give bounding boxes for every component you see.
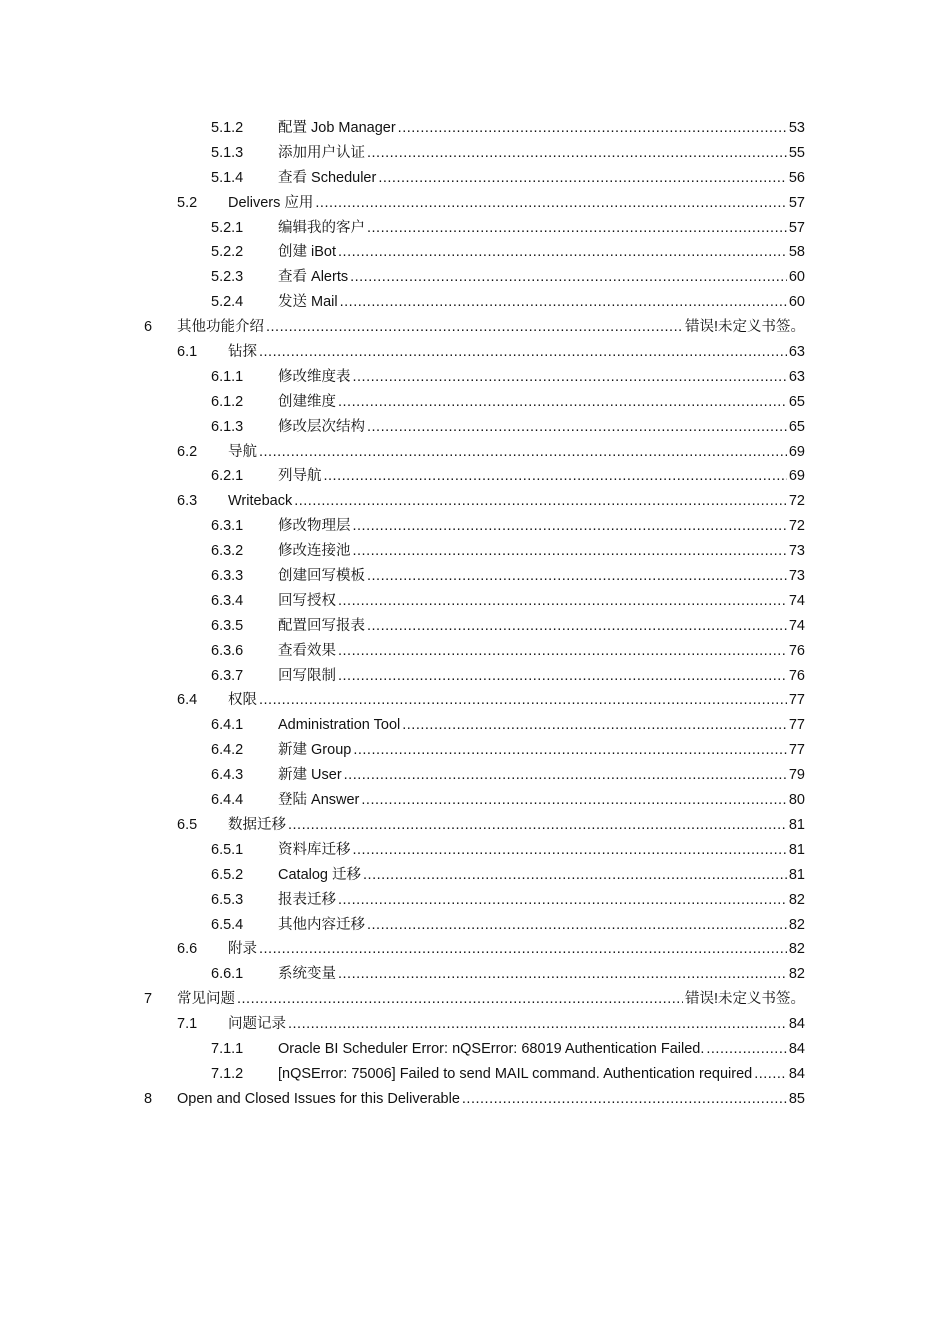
toc-leader-dots [237, 987, 683, 1012]
toc-entry-page-number: 85 [788, 1090, 805, 1107]
toc-entry-number: 6.4 [177, 692, 198, 709]
toc-entry-number: 6.3.2 [211, 543, 244, 560]
toc-entry-number: 6.3.1 [211, 518, 244, 535]
toc-entry[interactable] [0, 888, 950, 913]
toc-leader-dots [340, 290, 787, 315]
toc-entry-title: 新建 Group [278, 742, 352, 759]
toc-entry[interactable] [0, 738, 950, 763]
toc-leader-dots [367, 564, 787, 589]
toc-entry-page-number: 57 [788, 194, 805, 211]
toc-entry-number: 6.1.1 [211, 368, 244, 385]
toc-entry-error-text: 错误!未定义书签。 [684, 319, 805, 336]
toc-entry-number: 6.1.3 [211, 418, 244, 435]
toc-entry-page-number: 53 [788, 120, 805, 136]
toc-entry-number: 6.5.3 [211, 891, 244, 908]
toc-entry-number: 5.1.2 [211, 120, 244, 136]
toc-entry-line[interactable] [278, 564, 805, 589]
toc-entry-page-number: 80 [788, 792, 805, 809]
toc-entry-number: 6 [144, 319, 153, 336]
toc-entry-page-number: 82 [788, 941, 805, 958]
toc-entry[interactable] [0, 315, 950, 340]
toc-entry[interactable] [0, 863, 950, 888]
toc-entry-number: 5.1.4 [211, 169, 244, 186]
toc-entry[interactable] [0, 240, 950, 265]
toc-entry[interactable] [0, 987, 950, 1012]
toc-entry-title: 列导航 [278, 468, 322, 485]
toc-entry-title: 创建回写模板 [278, 568, 365, 585]
toc-leader-dots [706, 1037, 787, 1062]
toc-entry-title: 配置回写报表 [278, 617, 365, 634]
toc-entry-page-number: 60 [788, 269, 805, 286]
toc-leader-dots [344, 763, 787, 788]
toc-leader-dots [324, 464, 787, 489]
toc-leader-dots [402, 713, 787, 738]
toc-entry-title: 数据迁移 [228, 816, 286, 833]
toc-entry-line[interactable] [278, 390, 805, 415]
toc-entry-line[interactable] [278, 1062, 805, 1087]
toc-entry[interactable] [0, 639, 950, 664]
toc-entry[interactable] [0, 464, 950, 489]
toc-entry-title: 添加用户认证 [278, 144, 365, 161]
toc-entry-number: 6.4.2 [211, 742, 244, 759]
toc-leader-dots [350, 265, 787, 290]
toc-entry[interactable] [0, 688, 950, 713]
toc-entry[interactable] [0, 788, 950, 813]
toc-leader-dots [259, 440, 787, 465]
toc-entry-number: 7 [144, 991, 153, 1008]
toc-entry-page-number: 56 [788, 169, 805, 186]
toc-leader-dots [367, 614, 787, 639]
toc-entry-line[interactable] [278, 713, 805, 738]
toc-entry-title: Oracle BI Scheduler Error: nQSError: 68019 Authentication Failed. [278, 1040, 705, 1057]
toc-leader-dots [338, 888, 787, 913]
toc-entry-line[interactable] [278, 216, 805, 241]
toc-leader-dots [378, 166, 787, 191]
toc-entry-line[interactable] [228, 489, 805, 514]
toc-entry-page-number: 82 [788, 966, 805, 983]
toc-entry-number: 5.1.3 [211, 144, 244, 161]
toc-entry-line[interactable] [278, 962, 805, 987]
table-of-contents [0, 116, 950, 1112]
toc-entry[interactable] [0, 141, 950, 166]
toc-entry-number: 6.3.7 [211, 667, 244, 684]
toc-entry-page-number: 69 [788, 468, 805, 485]
toc-entry-title: 导航 [228, 443, 257, 460]
toc-leader-dots [259, 688, 787, 713]
toc-entry-line[interactable] [278, 141, 805, 166]
toc-entry[interactable] [0, 838, 950, 863]
toc-entry-line[interactable] [278, 265, 805, 290]
toc-entry-title: 附录 [228, 941, 257, 958]
toc-entry-title: 回写授权 [278, 592, 336, 609]
toc-entry-error-text: 错误!未定义书签。 [684, 991, 805, 1008]
toc-entry-title: 查看 Alerts [278, 269, 349, 286]
toc-entry[interactable] [0, 713, 950, 738]
toc-leader-dots [259, 937, 787, 962]
toc-entry[interactable] [0, 1012, 950, 1037]
toc-entry-line[interactable] [228, 191, 805, 216]
toc-entry-page-number: 77 [788, 692, 805, 709]
toc-entry-number: 5.2 [177, 194, 198, 211]
toc-entry-number: 6.4.1 [211, 717, 244, 734]
toc-leader-dots [367, 913, 787, 938]
toc-leader-dots [367, 216, 787, 241]
toc-entry-title: 其他功能介绍 [177, 319, 264, 336]
toc-entry-number: 6.6 [177, 941, 198, 958]
toc-entry-title: Delivers 应用 [228, 194, 314, 211]
toc-entry-number: 6.3.3 [211, 568, 244, 585]
toc-leader-dots [338, 589, 787, 614]
toc-entry-line[interactable] [278, 913, 805, 938]
toc-entry-number: 6.1.2 [211, 393, 244, 410]
toc-entry[interactable] [0, 1062, 950, 1087]
toc-entry[interactable] [0, 539, 950, 564]
toc-entry[interactable] [0, 514, 950, 539]
toc-entry-title: 新建 User [278, 767, 342, 784]
toc-entry-line[interactable] [278, 464, 805, 489]
toc-entry[interactable] [0, 440, 950, 465]
toc-entry-line[interactable] [228, 1012, 805, 1037]
toc-entry-line[interactable] [278, 738, 805, 763]
toc-entry[interactable] [0, 664, 950, 689]
toc-entry-number: 6.5.2 [211, 866, 244, 883]
toc-entry-line[interactable] [177, 315, 805, 340]
toc-entry-line[interactable] [278, 614, 805, 639]
toc-entry-number: 5.2.2 [211, 244, 244, 261]
toc-entry-page-number: 57 [788, 219, 805, 236]
toc-entry-title: Writeback [228, 493, 293, 510]
toc-entry-title: Open and Closed Issues for this Deliverable [177, 1090, 460, 1107]
toc-entry-page-number: 81 [788, 841, 805, 858]
toc-leader-dots [754, 1062, 787, 1087]
toc-entry-number: 6.2 [177, 443, 198, 460]
toc-entry-page-number: 82 [788, 891, 805, 908]
toc-entry[interactable] [0, 116, 950, 141]
toc-entry-number: 6.3.6 [211, 642, 244, 659]
toc-leader-dots [294, 489, 787, 514]
toc-leader-dots [338, 240, 787, 265]
toc-entry-title: 查看效果 [278, 642, 336, 659]
toc-entry-page-number: 81 [788, 816, 805, 833]
toc-entry-number: 6.4.4 [211, 792, 244, 809]
toc-entry-number: 6.6.1 [211, 966, 244, 983]
toc-entry-title: Catalog 迁移 [278, 866, 362, 883]
toc-entry-line[interactable] [278, 664, 805, 689]
toc-leader-dots [353, 838, 787, 863]
toc-entry-line[interactable] [278, 788, 805, 813]
toc-entry-title: 配置 Job Manager [278, 120, 396, 136]
toc-entry-page-number: 79 [788, 767, 805, 784]
toc-entry-line[interactable] [278, 290, 805, 315]
toc-entry-number: 6.5 [177, 816, 198, 833]
toc-entry-page-number: 77 [788, 742, 805, 759]
toc-entry-page-number: 74 [788, 617, 805, 634]
toc-entry-page-number: 69 [788, 443, 805, 460]
toc-entry-page-number: 72 [788, 518, 805, 535]
toc-entry-line[interactable] [228, 340, 805, 365]
toc-entry-page-number: 76 [788, 667, 805, 684]
toc-entry-page-number: 81 [788, 866, 805, 883]
toc-entry-page-number: 74 [788, 592, 805, 609]
toc-entry-line[interactable] [228, 813, 805, 838]
toc-entry-page-number: 72 [788, 493, 805, 510]
toc-entry-line[interactable] [278, 888, 805, 913]
toc-entry-title: [nQSError: 75006] Failed to send MAIL command. Authentication required [278, 1065, 753, 1082]
toc-entry[interactable] [0, 191, 950, 216]
toc-entry[interactable] [0, 1037, 950, 1062]
toc-leader-dots [367, 141, 787, 166]
toc-entry-number: 6.3 [177, 493, 198, 510]
toc-entry-page-number: 73 [788, 568, 805, 585]
toc-entry-line[interactable] [278, 589, 805, 614]
toc-entry-title: 其他内容迁移 [278, 916, 365, 933]
toc-entry-line[interactable] [278, 514, 805, 539]
toc-entry-page-number: 60 [788, 294, 805, 311]
toc-leader-dots [353, 365, 787, 390]
toc-entry-page-number: 84 [788, 1016, 805, 1033]
toc-entry-title: 登陆 Answer [278, 792, 360, 809]
toc-entry-title: 修改维度表 [278, 368, 351, 385]
toc-entry-title: 查看 Scheduler [278, 169, 377, 186]
toc-entry-line[interactable] [278, 763, 805, 788]
toc-entry[interactable] [0, 962, 950, 987]
toc-leader-dots [353, 539, 787, 564]
toc-entry-page-number: 63 [788, 344, 805, 361]
toc-entry-page-number: 55 [788, 144, 805, 161]
toc-entry-number: 6.1 [177, 344, 198, 361]
toc-entry-title: 系统变量 [278, 966, 336, 983]
toc-entry-line[interactable] [278, 365, 805, 390]
toc-entry-number: 5.2.1 [211, 219, 244, 236]
toc-entry-title: 修改层次结构 [278, 418, 365, 435]
toc-entry[interactable] [0, 489, 950, 514]
toc-entry-line[interactable] [278, 415, 805, 440]
toc-entry-page-number: 84 [788, 1040, 805, 1057]
toc-entry-page-number: 65 [788, 418, 805, 435]
toc-entry-page-number: 76 [788, 642, 805, 659]
toc-entry[interactable] [0, 763, 950, 788]
toc-entry-number: 7.1 [177, 1016, 198, 1033]
toc-leader-dots [338, 664, 787, 689]
toc-leader-dots [315, 191, 786, 216]
toc-entry-page-number: 73 [788, 543, 805, 560]
toc-entry-number: 7.1.1 [211, 1040, 244, 1057]
toc-entry-title: 报表迁移 [278, 891, 336, 908]
toc-entry[interactable] [0, 564, 950, 589]
toc-entry-title: 编辑我的客户 [278, 219, 365, 236]
toc-entry-title: 钻探 [228, 344, 257, 361]
toc-entry-number: 5.2.3 [211, 269, 244, 286]
toc-entry-line[interactable] [278, 539, 805, 564]
toc-entry-number: 7.1.2 [211, 1065, 244, 1082]
toc-leader-dots [259, 340, 787, 365]
toc-leader-dots [353, 514, 787, 539]
toc-entry-line[interactable] [278, 1037, 805, 1062]
toc-entry[interactable] [0, 913, 950, 938]
toc-leader-dots [462, 1087, 787, 1112]
toc-entry[interactable] [0, 166, 950, 191]
toc-leader-dots [353, 738, 787, 763]
toc-leader-dots [398, 116, 787, 141]
toc-leader-dots [266, 315, 683, 340]
toc-entry-number: 6.2.1 [211, 468, 244, 485]
toc-leader-dots [363, 863, 787, 888]
toc-entry[interactable] [0, 1087, 950, 1112]
toc-entry-line[interactable] [228, 440, 805, 465]
toc-entry[interactable] [0, 340, 950, 365]
toc-entry-title: 问题记录 [228, 1016, 286, 1033]
toc-entry-page-number: 82 [788, 916, 805, 933]
toc-entry-line[interactable] [278, 116, 805, 141]
toc-leader-dots [361, 788, 786, 813]
toc-entry[interactable] [0, 216, 950, 241]
toc-entry-line[interactable] [228, 688, 805, 713]
toc-entry[interactable] [0, 813, 950, 838]
toc-entry-title: 创建维度 [278, 393, 336, 410]
toc-entry-number: 6.3.5 [211, 617, 244, 634]
toc-entry[interactable] [0, 390, 950, 415]
toc-entry-title: 常见问题 [177, 991, 235, 1008]
toc-leader-dots [338, 962, 787, 987]
toc-entry-line[interactable] [278, 166, 805, 191]
toc-entry-line[interactable] [278, 240, 805, 265]
toc-entry-line[interactable] [228, 937, 805, 962]
toc-entry-page-number: 84 [788, 1065, 805, 1082]
toc-entry-page-number: 77 [788, 717, 805, 734]
toc-leader-dots [288, 813, 787, 838]
toc-entry-title: 资料库迁移 [278, 841, 351, 858]
toc-entry-line[interactable] [177, 1087, 805, 1112]
toc-entry[interactable] [0, 937, 950, 962]
toc-entry-page-number: 65 [788, 393, 805, 410]
toc-entry-number: 6.5.4 [211, 916, 244, 933]
toc-leader-dots [367, 415, 787, 440]
toc-entry-number: 6.5.1 [211, 841, 244, 858]
toc-entry-number: 6.3.4 [211, 592, 244, 609]
toc-entry-title: 权限 [228, 692, 257, 709]
toc-entry[interactable] [0, 290, 950, 315]
toc-entry-page-number: 63 [788, 368, 805, 385]
toc-entry-line[interactable] [278, 863, 805, 888]
toc-leader-dots [338, 390, 787, 415]
toc-entry-number: 6.4.3 [211, 767, 244, 784]
toc-entry-title: 修改物理层 [278, 518, 351, 535]
toc-leader-dots [338, 639, 787, 664]
toc-entry-title: 修改连接池 [278, 543, 351, 560]
toc-entry-number: 5.2.4 [211, 294, 244, 311]
toc-entry-line[interactable] [278, 838, 805, 863]
toc-entry-line[interactable] [278, 639, 805, 664]
toc-entry-title: Administration Tool [278, 717, 401, 734]
toc-entry[interactable] [0, 589, 950, 614]
toc-entry-title: 回写限制 [278, 667, 336, 684]
toc-entry[interactable] [0, 614, 950, 639]
toc-entry-page-number: 58 [788, 244, 805, 261]
toc-entry[interactable] [0, 265, 950, 290]
toc-entry-number: 8 [144, 1090, 153, 1107]
toc-entry-title: 发送 Mail [278, 294, 338, 311]
toc-entry[interactable] [0, 365, 950, 390]
toc-entry-title: 创建 iBot [278, 244, 337, 261]
toc-entry-line[interactable] [177, 987, 805, 1012]
toc-entry[interactable] [0, 415, 950, 440]
toc-leader-dots [288, 1012, 787, 1037]
